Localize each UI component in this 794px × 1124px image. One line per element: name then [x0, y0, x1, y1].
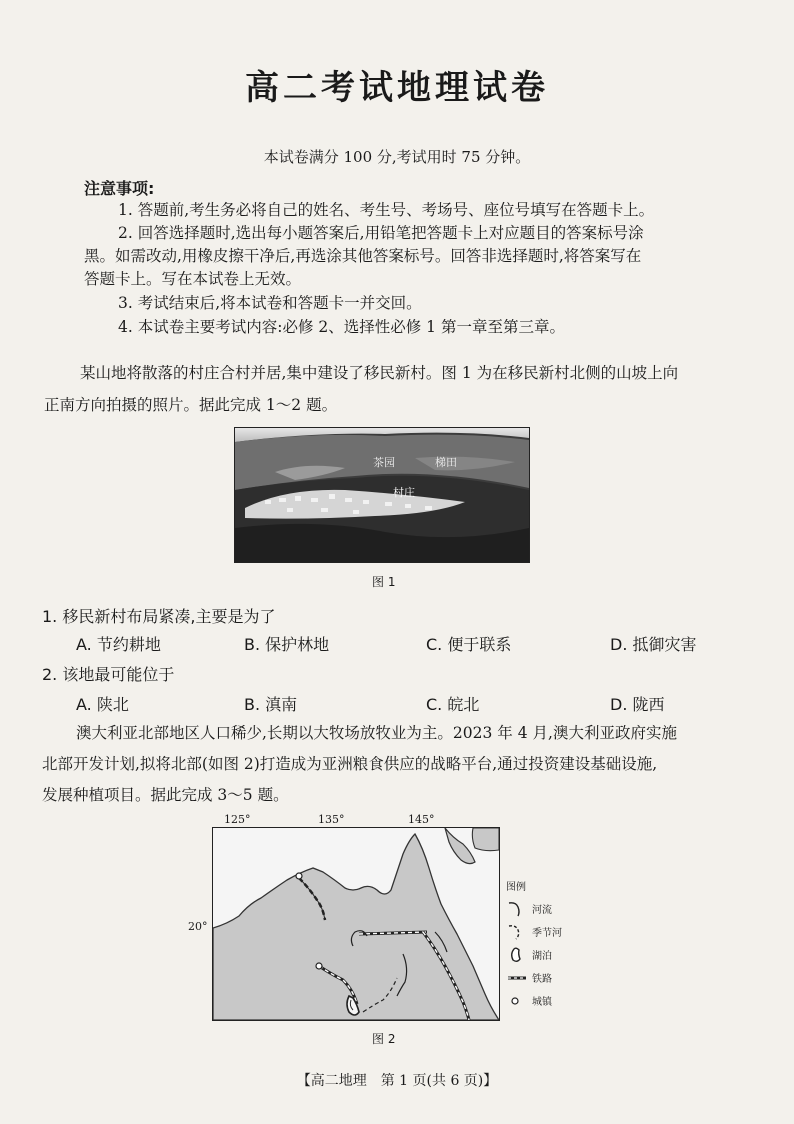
- question-2-option-a: A. 陕北: [76, 695, 129, 714]
- legend-label-town: 城镇: [532, 997, 552, 1008]
- map-lon-label: 145°: [408, 813, 435, 826]
- notice-heading: 注意事项:: [84, 179, 155, 198]
- exam-subtitle: 本试卷满分 100 分,考试用时 75 分钟。: [263, 148, 531, 166]
- legend-label-lake: 湖泊: [532, 951, 552, 962]
- exam-title: 高二考试地理试卷: [245, 68, 549, 108]
- legend-row-railway: [506, 966, 562, 989]
- figure2-caption: 图 2: [372, 1032, 396, 1046]
- notice-line: 3. 考试结束后,将本试卷和答题卡一并交回。: [118, 294, 422, 312]
- legend-row-seasonal-river: [506, 920, 562, 943]
- map-lon-label: 125°: [224, 813, 251, 826]
- question-1-option-c: C. 便于联系: [426, 635, 512, 654]
- legend-title: 图例: [506, 882, 526, 893]
- map-lat-label: 20°: [188, 920, 208, 933]
- figure2-map-graphic: [213, 828, 499, 1020]
- figure1-photo-graphic: [235, 428, 529, 562]
- legend-row-river: [506, 897, 562, 920]
- figure1-photo: [234, 427, 530, 563]
- legend-label-railway: 铁路: [532, 974, 552, 985]
- passage2-line: 北部开发计划,拟将北部(如图 2)打造成为亚洲粮食供应的战略平台,通过投资建设基础设施,: [42, 755, 658, 773]
- notice-line: 4. 本试卷主要考试内容:必修 2、选择性必修 1 第一章至第三章。: [118, 318, 565, 336]
- notice-line: 黑。如需改动,用橡皮擦干净后,再选涂其他答案标号。回答非选择题时,将答案写在: [84, 247, 642, 265]
- question-2-option-c: C. 皖北: [426, 695, 480, 714]
- notice-line: 1. 答题前,考生务必将自己的姓名、考生号、考场号、座位号填写在答题卡上。: [118, 201, 655, 219]
- legend-label-river: 河流: [532, 905, 552, 916]
- map-lon-label: 135°: [318, 813, 345, 826]
- passage2-line: 发展种植项目。据此完成 3～5 题。: [42, 786, 289, 804]
- lake-icon: [506, 946, 528, 964]
- question-2-stem: 2. 该地最可能位于: [42, 665, 175, 684]
- question-1-option-a: A. 节约耕地: [76, 635, 161, 654]
- figure1-label-village: 村庄: [393, 486, 415, 499]
- legend-label-seasonal-river: 季节河: [532, 928, 562, 939]
- passage2-line: 澳大利亚北部地区人口稀少,长期以大牧场放牧业为主。2023 年 4 月,澳大利亚政府实施: [76, 724, 677, 742]
- page-footer: 【高二地理 第 1 页(共 6 页)】: [296, 1073, 498, 1089]
- question-1-option-b: B. 保护林地: [244, 635, 330, 654]
- figure2-map: [212, 827, 500, 1021]
- passage1-line: 某山地将散落的村庄合村并居,集中建设了移民新村。图 1 为在移民新村北侧的山坡上向: [80, 364, 679, 382]
- question-1-stem: 1. 移民新村布局紧凑,主要是为了: [42, 607, 276, 626]
- figure1-caption: 图 1: [372, 575, 396, 589]
- legend-row-town: [506, 989, 562, 1012]
- figure1-label-terrace: 梯田: [435, 456, 457, 469]
- question-2-option-b: B. 滇南: [244, 695, 298, 714]
- question-1-option-d: D. 抵御灾害: [610, 635, 697, 654]
- question-2-option-d: D. 陇西: [610, 695, 665, 714]
- figure1-label-tea: 茶园: [373, 456, 395, 469]
- passage1-line: 正南方向拍摄的照片。据此完成 1～2 题。: [44, 396, 338, 414]
- railway-icon: [506, 969, 528, 987]
- town-icon: [506, 992, 528, 1010]
- seasonal-river-icon: [506, 923, 528, 941]
- map-legend: [506, 878, 562, 1012]
- notice-line: 答题卡上。写在本试卷上无效。: [84, 270, 302, 288]
- river-icon: [506, 900, 528, 918]
- legend-row-lake: [506, 943, 562, 966]
- notice-line: 2. 回答选择题时,选出每小题答案后,用铅笔把答题卡上对应题目的答案标号涂: [118, 224, 644, 242]
